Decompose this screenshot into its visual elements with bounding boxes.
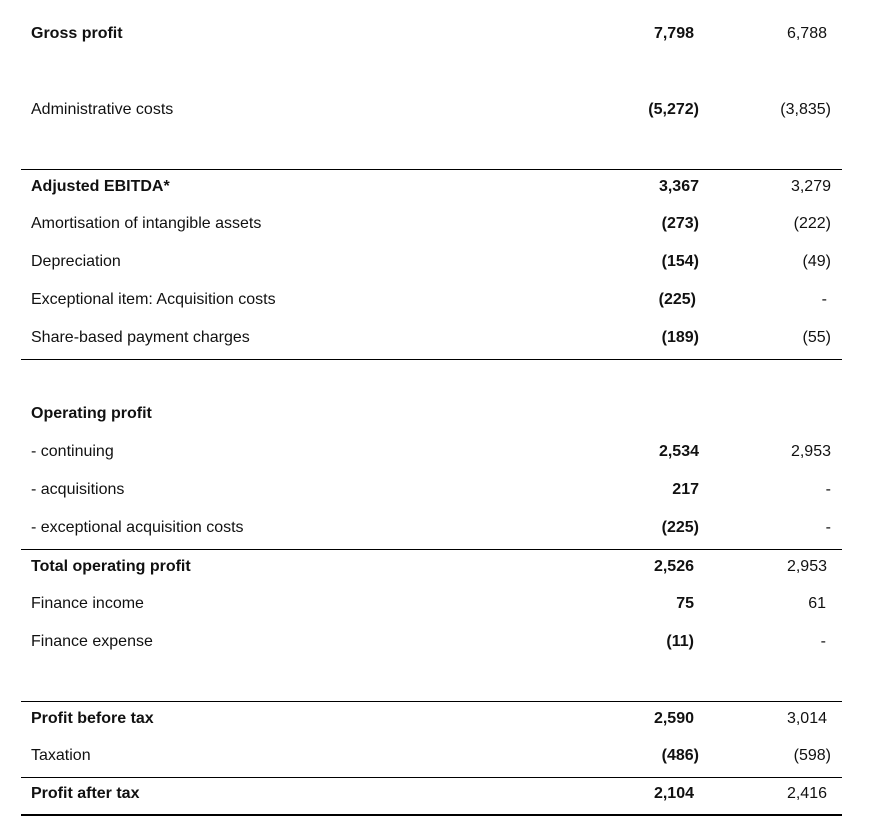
table-row-taxation [0,746,880,766]
row-current-value: (5,272) [648,101,699,118]
table-row-total-operating-profit [0,557,880,577]
row-prior-value: - [825,481,831,498]
row-prior-value: (49) [802,253,831,270]
table-row-operating-profit-heading [0,404,880,424]
row-current-value: (225) [661,519,699,536]
row-label: Depreciation [31,253,121,270]
divider [21,359,842,360]
table-row-finance-income [0,594,880,614]
row-prior-value: - [821,291,827,308]
row-current-value: 7,798 [653,25,694,42]
row-current-value: (154) [661,253,699,270]
row-prior-value: 6,788 [786,25,827,42]
row-label: Administrative costs [31,101,174,118]
row-current-value: (11) [666,633,694,650]
row-label: - acquisitions [31,481,125,498]
row-current-value: 2,104 [653,785,694,802]
row-prior-value: (3,835) [780,101,831,118]
row-prior-value: 61 [808,595,826,612]
row-prior-value: (598) [793,747,831,764]
row-current-value: 2,534 [658,443,699,460]
table-row-exceptional-item [0,290,880,310]
row-current-value: (486) [661,747,699,764]
divider [21,814,842,816]
row-current-value: 75 [676,595,694,612]
row-current-value: (189) [661,329,699,346]
row-current-value: (273) [661,215,699,232]
row-label: Share-based payment charges [31,329,250,346]
row-label: Taxation [31,747,91,764]
row-current-value: 217 [672,481,699,498]
table-row-share-based-payment [0,328,880,348]
row-prior-value: - [820,633,826,650]
row-label: Adjusted EBITDA* [31,178,170,195]
row-label: Profit after tax [31,785,140,802]
row-current-value: 3,367 [658,178,699,195]
table-row-gross-profit [0,24,880,44]
row-label: Gross profit [31,25,123,42]
row-label: Exceptional item: Acquisition costs [31,291,276,308]
row-label: - continuing [31,443,114,460]
row-prior-value: 2,953 [786,558,827,575]
row-label: Finance income [31,595,144,612]
row-prior-value: (222) [793,215,831,232]
table-row-depreciation [0,252,880,272]
row-label: Profit before tax [31,710,154,727]
row-current-value: (225) [658,291,696,308]
row-prior-value: (55) [802,329,831,346]
table-row-adjusted-ebitda [0,177,880,197]
row-prior-value: 3,014 [786,710,827,727]
divider [21,549,842,550]
table-row-profit-after-tax [0,784,880,804]
row-prior-value: 2,953 [790,443,831,460]
table-row-acquisitions [0,480,880,500]
row-prior-value: - [825,519,831,536]
row-label: Total operating profit [31,558,191,575]
table-row-profit-before-tax [0,709,880,729]
divider [21,169,842,170]
table-row-exceptional-acquisition-costs [0,518,880,538]
row-prior-value: 3,279 [790,178,831,195]
divider [21,777,842,778]
table-row-amortisation [0,214,880,234]
table-row-administrative-costs [0,100,880,120]
divider [21,701,842,702]
row-current-value: 2,526 [653,558,694,575]
row-label: Amortisation of intangible assets [31,215,262,232]
table-row-finance-expense [0,632,880,652]
row-current-value: 2,590 [653,710,694,727]
table-row-continuing [0,442,880,462]
row-prior-value: 2,416 [786,785,827,802]
row-label: Finance expense [31,633,153,650]
row-label: Operating profit [31,405,152,422]
row-label: - exceptional acquisition costs [31,519,244,536]
